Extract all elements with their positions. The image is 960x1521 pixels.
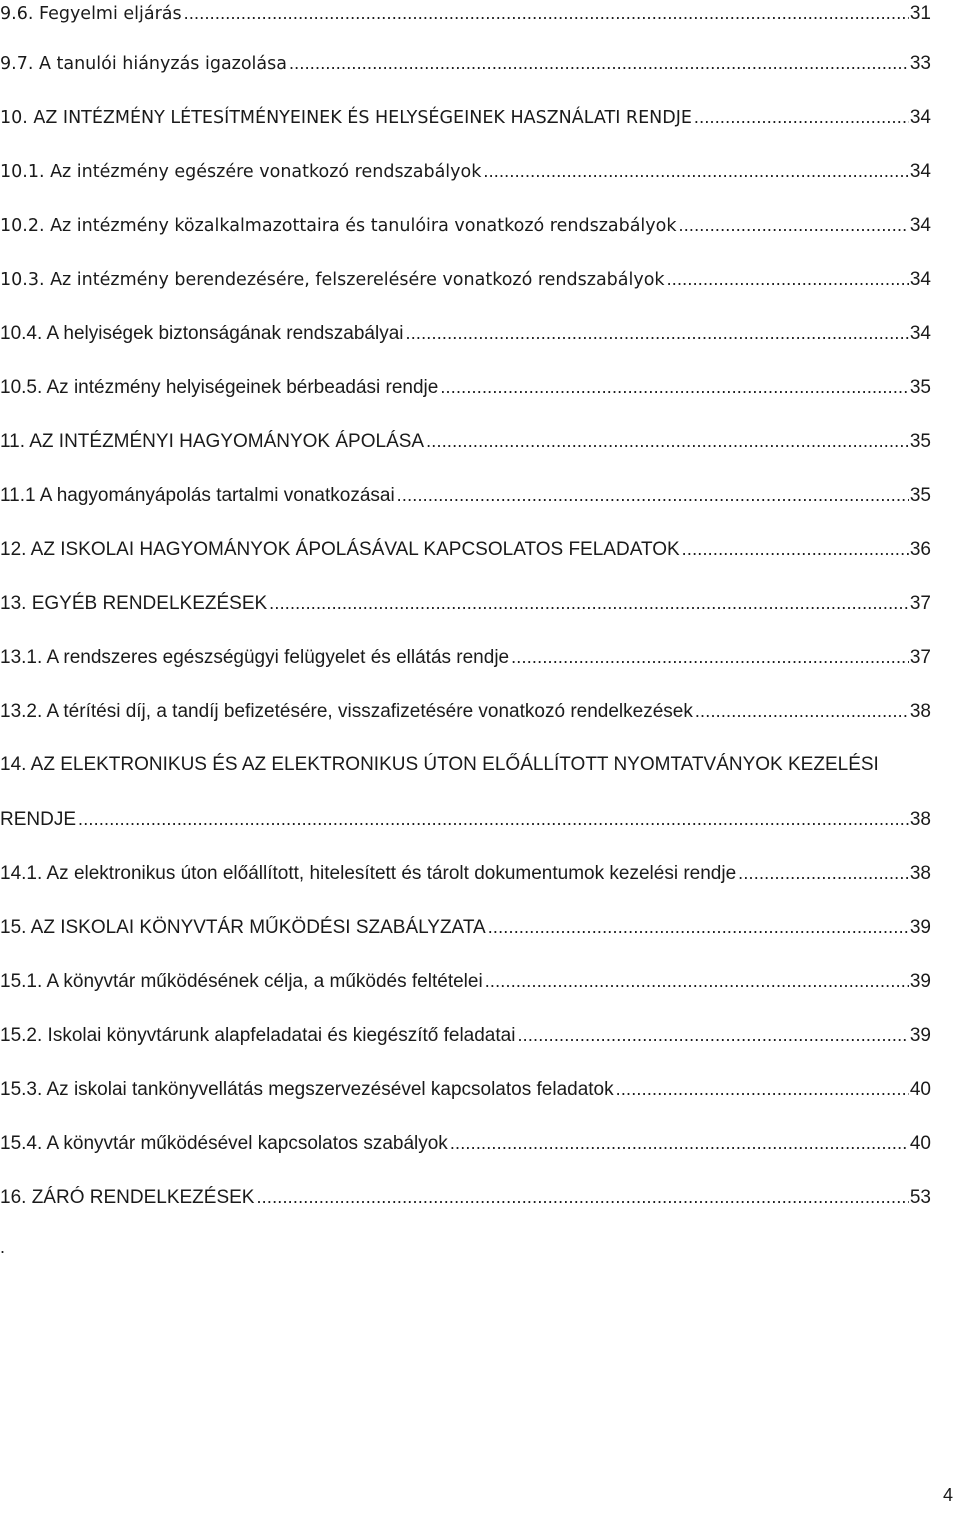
toc-entry-page: 40 xyxy=(909,1079,931,1100)
toc-entry-page: 39 xyxy=(909,1025,931,1046)
toc-entry-page: 53 xyxy=(909,1187,931,1208)
toc-entry-15-3[interactable] xyxy=(0,1076,931,1102)
toc-entry-11[interactable] xyxy=(0,428,931,454)
toc-dot-leader xyxy=(184,0,909,26)
toc-entry-page: 33 xyxy=(909,53,931,74)
toc-entry-14-continued[interactable] xyxy=(0,806,931,832)
toc-entry-title: 10.4. A helyiségek biztonságának rendszabályai xyxy=(0,323,404,344)
toc-entry-page: 31 xyxy=(909,3,931,24)
toc-entry-title: 10.2. Az intézmény közalkalmazottaira és tanulóira vonatkozó rendszabályok xyxy=(0,216,677,236)
toc-entry-page: 40 xyxy=(909,1133,931,1154)
toc-entry-title: 15.3. Az iskolai tankönyvellátás megszervezésével kapcsolatos feladatok xyxy=(0,1079,614,1100)
toc-entry-page: 37 xyxy=(909,593,931,614)
toc-dot-leader xyxy=(440,374,909,400)
toc-entry-page: 34 xyxy=(909,161,931,182)
toc-dot-leader xyxy=(517,1022,908,1048)
toc-entry-title: 13.2. A térítési díj, a tandíj befizetésére, visszafizetésére vonatkozó rendelkezések xyxy=(0,701,693,722)
toc-entry-11-1[interactable] xyxy=(0,482,931,508)
toc-entry-title: 11. AZ INTÉZMÉNYI HAGYOMÁNYOK ÁPOLÁSA xyxy=(0,431,425,452)
toc-entry-title: 10.1. Az intézmény egészére vonatkozó rendszabályok xyxy=(0,162,482,182)
toc-entry-title: 15.2. Iskolai könyvtárunk alapfeladatai és kiegészítő feladatai xyxy=(0,1025,516,1046)
toc-entry-title: 12. AZ ISKOLAI HAGYOMÁNYOK ÁPOLÁSÁVAL KAPCSOLATOS FELADATOK xyxy=(0,539,680,560)
toc-entry-15-2[interactable] xyxy=(0,1022,931,1048)
toc-entry-title: 16. ZÁRÓ RENDELKEZÉSEK xyxy=(0,1187,255,1208)
toc-dot-leader xyxy=(289,50,909,76)
toc-entry-12[interactable] xyxy=(0,536,931,562)
toc-dot-leader xyxy=(450,1130,909,1156)
toc-dot-leader xyxy=(488,914,909,940)
toc-entry-title: 9.7. A tanulói hiányzás igazolása xyxy=(0,54,287,74)
toc-dot-leader xyxy=(511,644,909,670)
toc-entry-10-4[interactable] xyxy=(0,320,931,346)
toc-entry-page: 35 xyxy=(909,431,931,452)
toc-entry-10-3[interactable] xyxy=(0,266,931,292)
toc-dot-leader xyxy=(616,1076,909,1102)
toc-dot-leader xyxy=(695,698,909,724)
toc-entry-title: 13. EGYÉB RENDELKEZÉSEK xyxy=(0,593,268,614)
toc-entry-page: 36 xyxy=(909,539,931,560)
toc-entry-13-2[interactable] xyxy=(0,698,931,724)
toc-entry-page: 35 xyxy=(909,377,931,398)
toc-entry-page: 34 xyxy=(909,107,931,128)
stray-period: . xyxy=(0,1237,6,1257)
toc-entry-10-5[interactable] xyxy=(0,374,931,400)
toc-entry-15[interactable] xyxy=(0,914,931,940)
toc-entry-title: 11.1 A hagyományápolás tartalmi vonatkozásai xyxy=(0,485,395,506)
toc-entry-page: 34 xyxy=(909,269,931,290)
toc-dot-leader xyxy=(679,212,909,238)
toc-entry-16[interactable] xyxy=(0,1184,931,1210)
toc-entry-10-2[interactable] xyxy=(0,212,931,238)
toc-entry-page: 37 xyxy=(909,647,931,668)
toc-dot-leader xyxy=(406,320,909,346)
page-number: 4 xyxy=(942,1485,953,1505)
toc-entry-14-1[interactable] xyxy=(0,860,931,886)
toc-entry-title: 15.1. A könyvtár működésének célja, a működés feltételei xyxy=(0,971,483,992)
toc-entry-page: 35 xyxy=(909,485,931,506)
toc-entry-page: 38 xyxy=(909,701,931,722)
toc-entry-title: 9.6. Fegyelmi eljárás xyxy=(0,4,182,24)
toc-entry-title: RENDJE xyxy=(0,809,77,830)
toc-dot-leader xyxy=(682,536,909,562)
toc-entry-title: 13.1. A rendszeres egészségügyi felügyelet és ellátás rendje xyxy=(0,647,510,668)
toc-entry-title: 14.1. Az elektronikus úton előállított, hitelesített és tárolt dokumentumok kezelési rendje xyxy=(0,863,737,884)
toc-entry-page: 38 xyxy=(909,809,931,830)
toc-entry-page: 34 xyxy=(909,323,931,344)
toc-entry-10[interactable] xyxy=(0,104,931,130)
toc-dot-leader xyxy=(667,266,909,292)
toc-entry-title: 14. AZ ELEKTRONIKUS ÉS AZ ELEKTRONIKUS ÚTON ELŐÁLLÍTOTT NYOMTATVÁNYOK KEZELÉSI xyxy=(0,754,879,775)
toc-entry-10-1[interactable] xyxy=(0,158,931,184)
toc-dot-leader xyxy=(78,806,909,832)
toc-dot-leader xyxy=(485,968,909,994)
toc-dot-leader xyxy=(738,860,909,886)
toc-entry-15-4[interactable] xyxy=(0,1130,931,1156)
toc-dot-leader xyxy=(269,590,909,616)
toc-dot-leader xyxy=(483,158,908,184)
toc-entry-title: 15.4. A könyvtár működésével kapcsolatos szabályok xyxy=(0,1133,448,1154)
toc-entry-page: 39 xyxy=(909,917,931,938)
toc-dot-leader xyxy=(397,482,909,508)
toc-entry-title: 10.5. Az intézmény helyiségeinek bérbeadási rendje xyxy=(0,377,439,398)
toc-entry-title: 10.3. Az intézmény berendezésére, felszerelésére vonatkozó rendszabályok xyxy=(0,270,665,290)
toc-entry-9-7[interactable] xyxy=(0,50,931,76)
toc-entry-13-1[interactable] xyxy=(0,644,931,670)
toc-dot-leader xyxy=(426,428,909,454)
toc-entry-page: 34 xyxy=(909,215,931,236)
toc-dot-leader xyxy=(256,1184,908,1210)
toc-entry-title: 15. AZ ISKOLAI KÖNYVTÁR MŰKÖDÉSI SZABÁLYZATA xyxy=(0,917,486,938)
toc-entry-13[interactable] xyxy=(0,590,931,616)
toc-entry-15-1[interactable] xyxy=(0,968,931,994)
toc-entry-title: 10. AZ INTÉZMÉNY LÉTESÍTMÉNYEINEK ÉS HELYSÉGEINEK HASZNÁLATI RENDJE xyxy=(0,108,692,128)
toc-dot-leader xyxy=(694,104,909,130)
toc-entry-9-6[interactable] xyxy=(0,0,931,26)
toc-entry-page: 38 xyxy=(909,863,931,884)
toc-entry-page: 39 xyxy=(909,971,931,992)
toc-entry-14[interactable] xyxy=(0,752,931,778)
